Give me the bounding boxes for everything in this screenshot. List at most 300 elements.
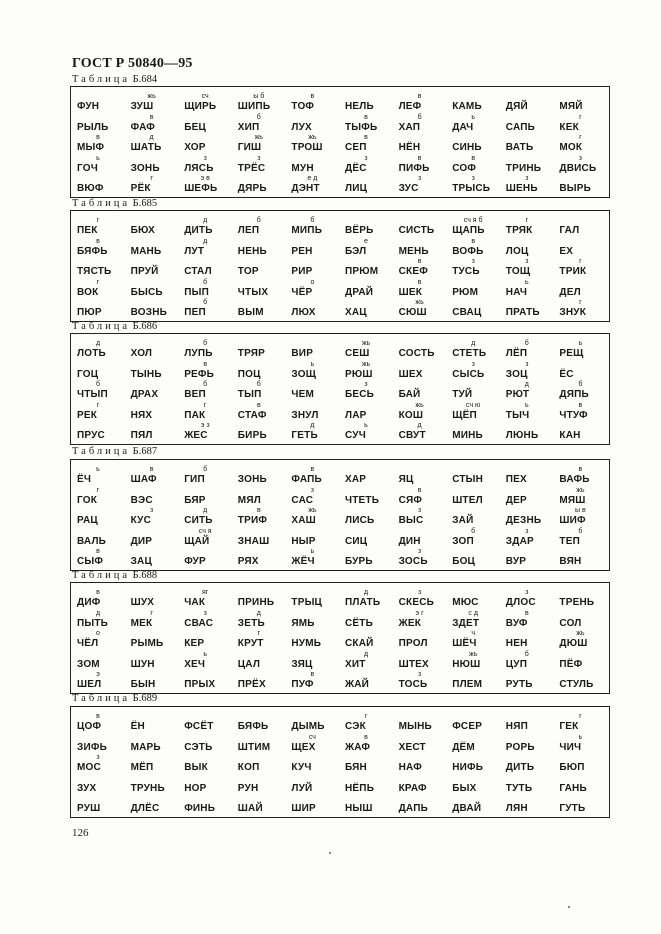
syllable-word: БЕСЬ [345, 389, 375, 400]
table-cell [125, 156, 179, 176]
table-cell [500, 176, 554, 196]
syllable-word: СЭТЬ [184, 741, 213, 753]
phonetic-mark: г [364, 713, 368, 720]
syllable-word: РУН [237, 782, 259, 794]
document-header: ГОСТ Р 50840—95 [72, 56, 193, 71]
table-cell [232, 259, 286, 279]
syllable-word: МЁП [130, 762, 154, 773]
phonetic-mark: г [96, 486, 100, 494]
syllable-word: ПРЁХ [237, 679, 266, 690]
table-cell [446, 115, 500, 135]
syllable-word: ШИФ [559, 515, 586, 526]
table-cell [232, 300, 286, 320]
table-cell [285, 94, 339, 114]
table-cell [553, 115, 607, 135]
table-cell [339, 341, 393, 361]
table-cell [339, 362, 393, 382]
phonetic-mark: з [525, 589, 529, 596]
syllable-word: ПАК [184, 409, 206, 421]
table-cell [393, 672, 447, 692]
syllable-word: КУС [130, 515, 151, 526]
syllable-word: ЗНУК [559, 307, 587, 318]
syllable-word: ФУН [77, 101, 100, 112]
syllable-word: ШЕК [398, 286, 423, 298]
phonetic-mark: в [524, 609, 529, 617]
syllable-word: СКАЙ [345, 638, 374, 649]
table-cell [178, 611, 232, 631]
syllable-word: ШЕХ [398, 368, 423, 380]
syllable-word: ТРЕНЬ [559, 597, 595, 608]
syllable-word: ТЯСТЬ [77, 266, 112, 277]
table-cell [553, 488, 607, 508]
table-cell [339, 755, 393, 775]
syllable-word: МОС [77, 762, 101, 773]
syllable-word: ХЕСТ [398, 741, 426, 753]
syllable-word: СТЕТЬ [452, 348, 487, 359]
syllable-word: СКЕСЬ [398, 597, 434, 608]
syllable-word: ЗДЕТ [452, 617, 480, 629]
syllable-word: ЗЕТЬ [237, 617, 265, 629]
syllable-word: ПУФ [291, 679, 314, 690]
table-cell [71, 590, 125, 610]
phonetic-mark: жь [576, 630, 585, 637]
syllable-word: ТРИК [559, 266, 587, 277]
syllable-word: ДЕР [505, 494, 527, 506]
table-cell [393, 611, 447, 631]
table-cell [178, 218, 232, 238]
table-cell [71, 755, 125, 775]
syllable-word: ЗОМ [77, 658, 100, 670]
syllable-word: ФАПЬ [291, 474, 322, 485]
table-row [71, 529, 609, 549]
syllable-word: ВАФЬ [559, 474, 590, 485]
table-title [72, 321, 157, 332]
phonetic-mark: сч [201, 93, 209, 100]
table-cell [71, 549, 125, 569]
table-cell [500, 382, 554, 402]
table-cell [500, 300, 554, 320]
table-cell [125, 300, 179, 320]
table-cell [232, 755, 286, 775]
table-cell [339, 176, 393, 196]
syllable-word: ЛЕФ [398, 101, 422, 112]
table-cell [71, 652, 125, 672]
phonetic-mark: з [525, 258, 529, 265]
table-cell [178, 652, 232, 672]
phonetic-mark: ы б [253, 93, 265, 100]
table-cell [393, 796, 447, 816]
syllable-word: ЗОП [452, 535, 474, 547]
syllable-word: ВУР [505, 556, 527, 567]
table-row [71, 549, 609, 569]
syllable-word: ХАР [345, 474, 367, 485]
table-cell [339, 467, 393, 487]
phonetic-mark: жь [469, 650, 478, 658]
phonetic-mark: з [364, 154, 368, 162]
syllable-word: ЖЕС [184, 430, 208, 441]
phonetic-mark: д [95, 340, 101, 347]
syllable-word: ШАЙ [237, 803, 263, 814]
table-cell [125, 115, 179, 135]
table-cell [125, 135, 179, 155]
syllable-word: ВЕП [184, 389, 206, 400]
syllable-word: БЭЛ [345, 245, 367, 257]
syllable-word: РЕЩ [559, 348, 584, 359]
table-cell [285, 156, 339, 176]
table-cell [393, 218, 447, 238]
phonetic-mark: в [364, 134, 368, 141]
syllable-word: ЗНАШ [237, 535, 270, 547]
table-cell [285, 300, 339, 320]
table-cell [393, 239, 447, 259]
syllable-word: ЁЧ [77, 474, 92, 485]
syllable-table [70, 582, 610, 694]
syllable-word: ТРИНЬ [505, 162, 542, 174]
syllable-word: ТОСЬ [398, 679, 428, 690]
table-cell [125, 735, 179, 755]
table-cell [285, 735, 339, 755]
phonetic-mark: с д [468, 609, 478, 617]
table-cell [446, 259, 500, 279]
table-cell [232, 382, 286, 402]
table-cell [446, 135, 500, 155]
table-cell [232, 176, 286, 196]
table-cell [71, 611, 125, 631]
table-cell [71, 508, 125, 528]
table-cell [232, 280, 286, 300]
table-cell [500, 735, 554, 755]
syllable-word: ХАШ [291, 515, 316, 526]
phonetic-mark: з [203, 154, 207, 162]
table-cell [446, 176, 500, 196]
phonetic-mark: в [364, 113, 368, 121]
table-cell [446, 590, 500, 610]
syllable-word: ДИР [130, 535, 153, 547]
phonetic-mark: в [256, 401, 261, 409]
syllable-word: ЯМЬ [291, 617, 315, 629]
table-cell [553, 672, 607, 692]
syllable-word: СЕШ [345, 348, 370, 359]
table-cell [285, 755, 339, 775]
syllable-word: ТРИФ [237, 515, 268, 526]
table-cell [393, 488, 447, 508]
syllable-word: СЕП [345, 142, 367, 153]
table-row [71, 156, 609, 176]
table-cell [446, 239, 500, 259]
table-cell [339, 488, 393, 508]
table-cell [446, 549, 500, 569]
syllable-word: ЩАЙ [184, 535, 210, 547]
table-cell [178, 239, 232, 259]
table-cell [446, 735, 500, 755]
phonetic-mark: в [96, 548, 100, 555]
table-cell [339, 403, 393, 423]
phonetic-mark: в [364, 733, 368, 741]
syllable-word: ДИТЬ [505, 762, 535, 773]
syllable-word: СЮШ [398, 307, 427, 318]
table-title [72, 74, 157, 85]
syllable-word: ЛОЦ [505, 245, 529, 257]
table-cell [500, 652, 554, 672]
table-cell [232, 488, 286, 508]
syllable-word: ГИП [184, 474, 205, 485]
phonetic-mark: жь [576, 486, 585, 494]
syllable-word: СИСТЬ [398, 225, 435, 236]
table-cell [393, 467, 447, 487]
phonetic-mark: д [524, 381, 529, 388]
syllable-word: ВЯН [559, 556, 582, 567]
table-row [71, 631, 609, 651]
phonetic-mark: з [364, 381, 368, 388]
scan-speck [329, 852, 331, 854]
syllable-word: ЖЕК [398, 617, 422, 629]
table-cell [553, 403, 607, 423]
phonetic-mark: ь [524, 278, 529, 286]
phonetic-mark: з [96, 754, 100, 761]
table-cell [125, 755, 179, 775]
syllable-word: ПЁФ [559, 658, 583, 670]
table-cell [446, 652, 500, 672]
phonetic-mark: з [149, 507, 154, 514]
syllable-word: НЯХ [130, 409, 153, 421]
syllable-word: ШИПЬ [237, 101, 271, 112]
table-cell [125, 796, 179, 816]
table-cell [232, 423, 286, 443]
table-cell [446, 280, 500, 300]
syllable-word: СИЦ [345, 535, 368, 547]
syllable-word: СКЕФ [398, 266, 428, 277]
phonetic-mark: жь [415, 299, 424, 306]
table-row [71, 115, 609, 135]
syllable-word: ШУХ [130, 597, 155, 608]
table-cell [500, 796, 554, 816]
syllable-word: СТУЛЬ [559, 679, 594, 690]
phonetic-mark: э [96, 671, 100, 678]
phonetic-mark: жь [361, 360, 371, 368]
table-cell [446, 796, 500, 816]
phonetic-mark: г [96, 217, 100, 224]
table-cell [178, 631, 232, 651]
syllable-word: ЛУТ [184, 245, 205, 257]
table-cell [285, 776, 339, 796]
table-cell [446, 382, 500, 402]
table-cell [285, 467, 339, 487]
syllable-word: ФИНЬ [184, 803, 216, 814]
syllable-word: МЕК [130, 617, 153, 629]
table-cell [71, 382, 125, 402]
table-cell [125, 239, 179, 259]
table-cell [232, 796, 286, 816]
syllable-word: ПРУЙ [130, 266, 159, 277]
syllable-word: ЖАЙ [345, 679, 370, 690]
table-cell [553, 735, 607, 755]
table-cell [553, 280, 607, 300]
syllable-word: ВЁРЬ [345, 225, 374, 236]
syllable-word: ДЯПЬ [559, 389, 589, 400]
syllable-word: НЫР [291, 535, 316, 547]
syllable-table [70, 459, 610, 571]
phonetic-mark: ч [471, 630, 476, 637]
phonetic-mark: б [417, 113, 422, 121]
syllable-word: ЁН [130, 721, 145, 732]
syllable-word: ПЫП [184, 286, 209, 298]
table-cell [178, 735, 232, 755]
table-cell [285, 652, 339, 672]
phonetic-mark: ь [524, 401, 529, 409]
table-cell [500, 115, 554, 135]
table-cell [71, 631, 125, 651]
table-cell [553, 176, 607, 196]
phonetic-mark: б [578, 527, 583, 535]
phonetic-mark: г [96, 278, 100, 286]
table-cell [393, 94, 447, 114]
syllable-word: ДЯЙ [505, 101, 528, 112]
table-cell [232, 218, 286, 238]
table-cell [339, 735, 393, 755]
table-cell [71, 94, 125, 114]
table-cell [71, 300, 125, 320]
syllable-word: ВЮФ [77, 183, 104, 194]
table-cell [125, 382, 179, 402]
table-cell [178, 776, 232, 796]
table-cell [446, 631, 500, 651]
table-cell [500, 362, 554, 382]
table-cell [71, 362, 125, 382]
table-row [71, 672, 609, 692]
syllable-word: РИР [291, 266, 313, 277]
syllable-word: ЗЯЦ [291, 658, 313, 670]
syllable-word: НЫШ [345, 803, 373, 814]
phonetic-mark: з [525, 360, 529, 368]
table-cell [178, 529, 232, 549]
syllable-word: ШИР [291, 803, 316, 814]
phonetic-mark: г [525, 217, 529, 224]
syllable-word: ЯЦ [398, 474, 414, 485]
syllable-word: ЗОНЬ [130, 162, 160, 174]
syllable-word: ЛАР [345, 409, 367, 421]
phonetic-mark: сч я [198, 527, 212, 535]
table-cell [71, 529, 125, 549]
table-cell [553, 549, 607, 569]
syllable-word: БАЙ [398, 389, 421, 400]
syllable-word: ВЭС [130, 494, 153, 506]
syllable-word: ЗУХ [77, 782, 97, 794]
phonetic-mark: в [578, 466, 583, 473]
table-cell [339, 382, 393, 402]
table-cell [500, 259, 554, 279]
syllable-word: ВЫМ [237, 307, 264, 318]
syllable-word: ХОЛ [130, 348, 153, 359]
phonetic-mark: ь [203, 650, 208, 658]
table-cell [500, 549, 554, 569]
table-cell [553, 259, 607, 279]
table-cell [553, 156, 607, 176]
table-cell [285, 590, 339, 610]
table-cell [125, 652, 179, 672]
syllable-word: МЯЙ [559, 101, 583, 112]
syllable-word: БЕЦ [184, 121, 206, 133]
phonetic-mark: д [310, 422, 315, 429]
table-cell [125, 508, 179, 528]
phonetic-mark: в [149, 466, 154, 473]
syllable-word: ТУЙ [452, 389, 473, 400]
table-cell [446, 714, 500, 734]
phonetic-mark: в [310, 93, 315, 100]
table-cell [71, 735, 125, 755]
syllable-word: МУН [291, 162, 314, 174]
phonetic-mark: в [417, 258, 422, 265]
syllable-word: ШЕФЬ [184, 183, 218, 194]
phonetic-mark: з [471, 258, 475, 265]
table-cell [71, 239, 125, 259]
syllable-word: ЗНУЛ [291, 409, 319, 421]
table-cell [393, 735, 447, 755]
syllable-word: ШУН [130, 658, 155, 670]
table-cell [125, 549, 179, 569]
table-cell [393, 341, 447, 361]
syllable-word: ПЯЛ [130, 430, 153, 441]
table-cell [285, 341, 339, 361]
syllable-word: СУЧ [345, 430, 366, 441]
table-cell [125, 631, 179, 651]
table-cell [285, 403, 339, 423]
syllable-word: ДРАХ [130, 389, 159, 400]
table-cell [553, 382, 607, 402]
syllable-word: ЛЁП [505, 348, 528, 359]
syllable-word: ГОЧ [77, 162, 98, 174]
syllable-word: ФСЁТ [184, 721, 214, 732]
phonetic-mark: в [96, 237, 100, 245]
phonetic-mark: сч [308, 733, 316, 741]
syllable-word: ПРЮМ [345, 266, 379, 277]
table-row [71, 176, 609, 196]
syllable-word: ЛЮНЬ [505, 430, 539, 441]
table-cell [393, 590, 447, 610]
phonetic-mark: о [96, 630, 100, 637]
syllable-word: РОРЬ [505, 741, 535, 753]
phonetic-mark: е д [307, 175, 318, 182]
table-row [71, 403, 609, 423]
syllable-word: ВОФЬ [452, 245, 484, 257]
table-cell [232, 631, 286, 651]
syllable-word: ЧТЫП [77, 389, 108, 400]
syllable-word: СЫСЬ [452, 368, 485, 380]
phonetic-mark: в [417, 154, 422, 162]
syllable-word: ДИН [398, 535, 421, 547]
syllable-word: КУЧ [291, 762, 312, 773]
phonetic-mark: сч я б [463, 217, 483, 224]
syllable-word: РЫЛЬ [77, 121, 109, 133]
table-cell [285, 176, 339, 196]
syllable-word: ЛЯН [505, 803, 528, 814]
table-cell [446, 776, 500, 796]
phonetic-mark: в [256, 507, 261, 514]
table-cell [446, 611, 500, 631]
table-cell [446, 218, 500, 238]
table-cell [71, 135, 125, 155]
table-cell [553, 652, 607, 672]
syllable-word: БЯФЬ [237, 721, 269, 732]
syllable-word: ВУФ [505, 617, 528, 629]
table-cell [553, 631, 607, 651]
phonetic-mark: ы в [575, 507, 586, 514]
table-cell [553, 300, 607, 320]
syllable-word: ДЯРЬ [237, 183, 267, 194]
table-cell [339, 239, 393, 259]
syllable-word: СВУТ [398, 430, 426, 441]
syllable-word: ТОЩ [505, 266, 531, 277]
table-cell [393, 529, 447, 549]
